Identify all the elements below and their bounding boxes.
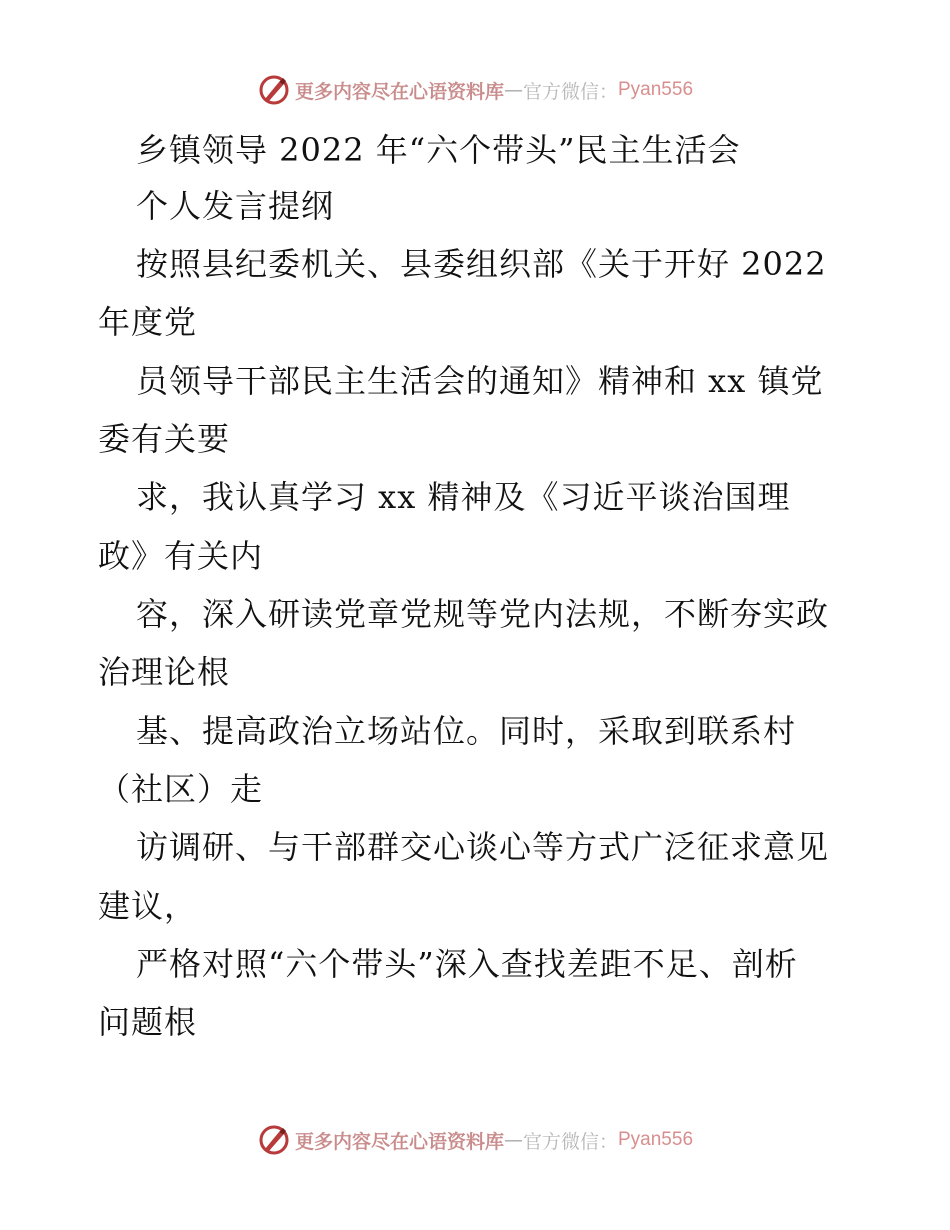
document-title-line1: 乡镇领导 2022 年“六个带头”民主生活会 [136,131,741,169]
banner-wechat-label: 官方微信： [522,80,618,103]
body-line: 严格对照“六个带头”深入查找差距不足、剖析 [136,945,798,983]
body-line: 问题根 [98,1003,198,1041]
banner-site-name: 更多内容尽在心语资料库 [294,80,504,103]
banner-dash: — [503,79,523,101]
body-line: 容，深入研读党章党规等党内法规，不断夯实政 [136,595,830,633]
body-line: 员领导干部民主生活会的通知》精神和 xx 镇党 [136,362,824,400]
body-line: 按照县纪委机关、县委组织部《关于开好 2022 [136,245,827,283]
banner-site-name: 更多内容尽在心语资料库 [294,1130,504,1153]
body-line: 治理论根 [98,653,231,691]
body-line: （社区）走 [98,770,264,808]
body-line: 访调研、与干部群交心谈心等方式广泛征求意见 [136,828,830,866]
banner-account: Pyan556 [618,79,694,100]
pen-logo-icon [257,1123,291,1157]
body-line: 求，我认真学习 xx 精神及《习近平谈治国理 [136,478,791,516]
document-title-line2: 个人发言提纲 [136,187,335,225]
banner-wechat-label: 官方微信： [522,1130,618,1153]
footer-banner [0,1120,950,1160]
body-line: 委有关要 [98,420,231,458]
header-banner [0,70,950,110]
body-line: 年度党 [98,303,198,341]
banner-account: Pyan556 [618,1129,694,1150]
body-line: 基、提高政治立场站位。同时，采取到联系村 [136,712,797,750]
pen-logo-icon [257,73,291,107]
body-line: 政》有关内 [98,537,264,575]
body-line: 建议， [98,887,198,925]
banner-dash: — [503,1129,523,1151]
